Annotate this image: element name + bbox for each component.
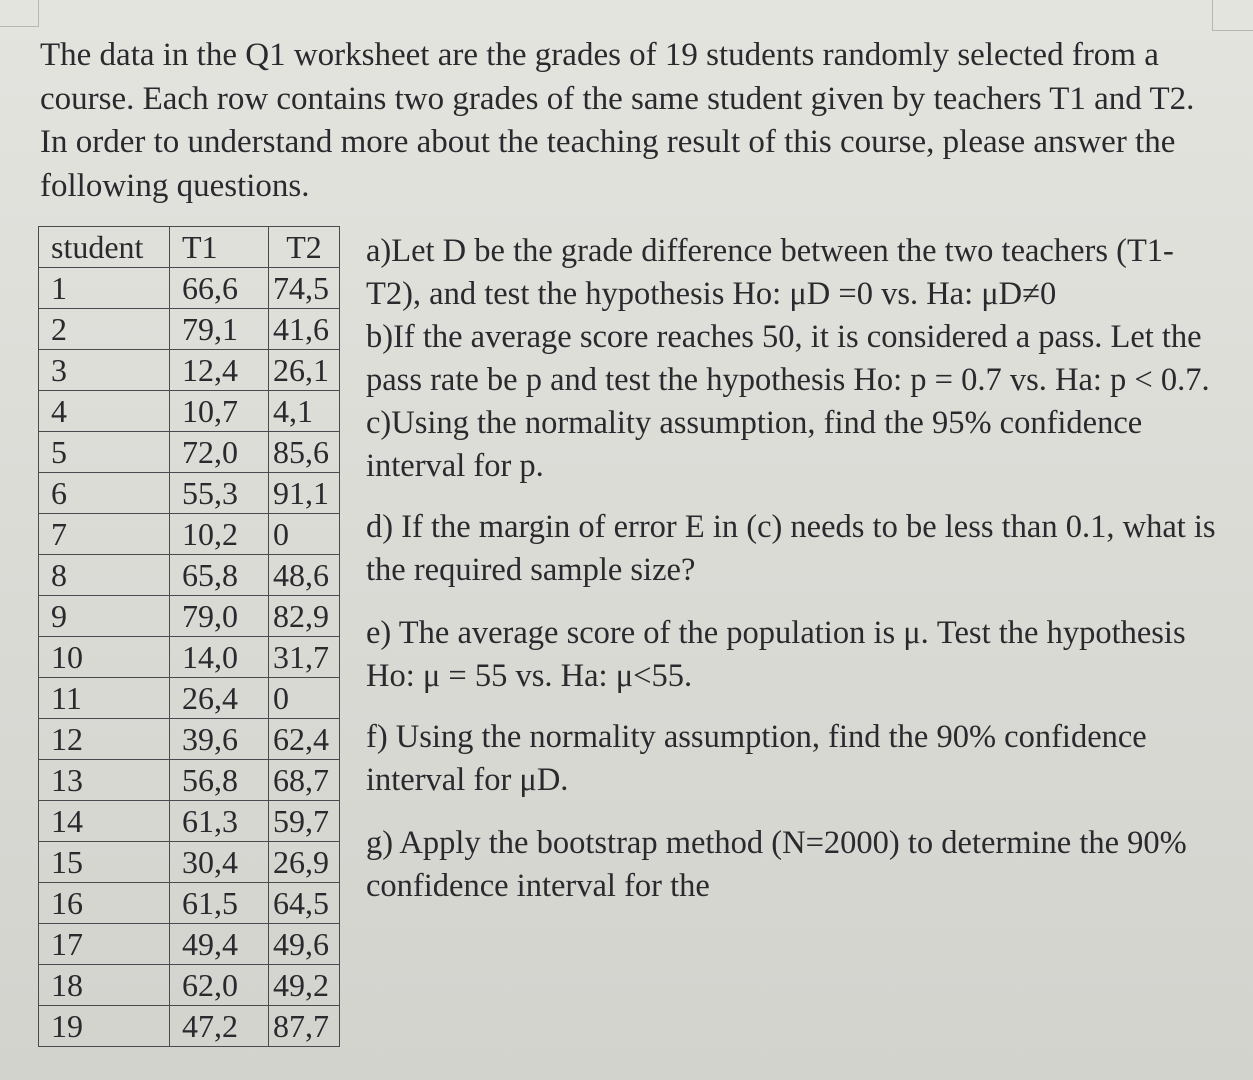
cell-t1: 66,6 xyxy=(170,268,269,309)
cell-t2: 49,6 xyxy=(269,924,340,965)
cell-t2: 91,1 xyxy=(269,473,340,514)
table-header-row xyxy=(39,227,340,268)
cell-t2: 82,9 xyxy=(269,596,340,637)
cell-student: 2 xyxy=(39,309,170,350)
cell-student: 5 xyxy=(39,432,170,473)
cell-t2: 26,9 xyxy=(269,842,340,883)
question-f: f) Using the normality assumption, find the 90% confidence interval for μD. xyxy=(366,719,1147,798)
intro-paragraph: The data in the Q1 worksheet are the grades of 19 students randomly selected from a course. Each row contains two grades of the same student given by teachers T1 and T2. In order to understand more about the teaching result of this course, please answer the following questions. xyxy=(40,37,1195,204)
cell-t1: 14,0 xyxy=(170,637,269,678)
cell-t1: 30,4 xyxy=(170,842,269,883)
cell-t2: 4,1 xyxy=(269,391,340,432)
cell-t1: 10,2 xyxy=(170,514,269,555)
cell-t1: 10,7 xyxy=(170,391,269,432)
cell-t1: 65,8 xyxy=(170,555,269,596)
cell-student: 8 xyxy=(39,555,170,596)
table-row xyxy=(39,1006,340,1047)
cell-t1: 56,8 xyxy=(170,760,269,801)
cell-t1: 47,2 xyxy=(170,1006,269,1047)
question-c: c)Using the normality assumption, find the 95% confidence interval for p. xyxy=(366,405,1143,484)
cell-student: 19 xyxy=(39,1006,170,1047)
grades-table xyxy=(38,226,340,1047)
header-student: student xyxy=(39,227,170,268)
cell-student: 13 xyxy=(39,760,170,801)
cell-t2: 49,2 xyxy=(269,965,340,1006)
cell-t1: 79,0 xyxy=(170,596,269,637)
table-row xyxy=(39,760,340,801)
cell-student: 16 xyxy=(39,883,170,924)
cell-student: 15 xyxy=(39,842,170,883)
table-row xyxy=(39,555,340,596)
cell-t2: 48,6 xyxy=(269,555,340,596)
table-row xyxy=(39,268,340,309)
table-row xyxy=(39,309,340,350)
table-row xyxy=(39,965,340,1006)
table-row xyxy=(39,473,340,514)
cell-t2: 41,6 xyxy=(269,309,340,350)
cell-student: 9 xyxy=(39,596,170,637)
question-g: g) Apply the bootstrap method (N=2000) to determine the 90% confidence interval for the xyxy=(366,825,1187,904)
table-row xyxy=(39,391,340,432)
cell-t1: 72,0 xyxy=(170,432,269,473)
cell-student: 4 xyxy=(39,391,170,432)
table-row xyxy=(39,637,340,678)
cell-t1: 62,0 xyxy=(170,965,269,1006)
cell-student: 12 xyxy=(39,719,170,760)
cell-t2: 59,7 xyxy=(269,801,340,842)
cell-student: 14 xyxy=(39,801,170,842)
cell-t1: 79,1 xyxy=(170,309,269,350)
cell-t2: 0 xyxy=(269,678,340,719)
cell-student: 17 xyxy=(39,924,170,965)
cell-t1: 26,4 xyxy=(170,678,269,719)
table-row xyxy=(39,678,340,719)
table-row xyxy=(39,514,340,555)
spreadsheet-edge-cell xyxy=(1212,0,1253,31)
cell-t1: 61,3 xyxy=(170,801,269,842)
cell-student: 6 xyxy=(39,473,170,514)
cell-student: 7 xyxy=(39,514,170,555)
cell-t2: 62,4 xyxy=(269,719,340,760)
grades-table-body xyxy=(39,268,340,1047)
header-t1: T1 xyxy=(170,227,269,268)
cell-t1: 49,4 xyxy=(170,924,269,965)
spreadsheet-corner-cell xyxy=(0,0,39,27)
questions-block xyxy=(366,230,1226,908)
cell-t2: 68,7 xyxy=(269,760,340,801)
cell-student: 3 xyxy=(39,350,170,391)
cell-t2: 31,7 xyxy=(269,637,340,678)
question-b: b)If the average score reaches 50, it is considered a pass. Let the pass rate be p and test the hypothesis Ho: p = 0.7 vs. Ha: p < 0.7. xyxy=(366,319,1210,398)
cell-t2: 0 xyxy=(269,514,340,555)
cell-t2: 74,5 xyxy=(269,268,340,309)
cell-t1: 55,3 xyxy=(170,473,269,514)
cell-student: 1 xyxy=(39,268,170,309)
cell-t1: 39,6 xyxy=(170,719,269,760)
cell-student: 11 xyxy=(39,678,170,719)
cell-t1: 12,4 xyxy=(170,350,269,391)
table-row xyxy=(39,432,340,473)
cell-t1: 61,5 xyxy=(170,883,269,924)
table-row xyxy=(39,596,340,637)
table-row xyxy=(39,719,340,760)
cell-student: 10 xyxy=(39,637,170,678)
question-e: e) The average score of the population is μ. Test the hypothesis Ho: μ = 55 vs. Ha: μ<55. xyxy=(366,615,1186,694)
cell-t2: 85,6 xyxy=(269,432,340,473)
table-row xyxy=(39,883,340,924)
cell-student: 18 xyxy=(39,965,170,1006)
cell-t2: 64,5 xyxy=(269,883,340,924)
cell-t2: 87,7 xyxy=(269,1006,340,1047)
table-row xyxy=(39,924,340,965)
table-row xyxy=(39,350,340,391)
table-row xyxy=(39,801,340,842)
table-row xyxy=(39,842,340,883)
cell-t2: 26,1 xyxy=(269,350,340,391)
question-a: a)Let D be the grade difference between the two teachers (T1-T2), and test the hypothesis Ho: μD =0 vs. Ha: μD≠0 xyxy=(366,233,1174,312)
header-t2: T2 xyxy=(269,227,340,268)
question-d: d) If the margin of error E in (c) needs to be less than 0.1, what is the required sample size? xyxy=(366,509,1216,588)
